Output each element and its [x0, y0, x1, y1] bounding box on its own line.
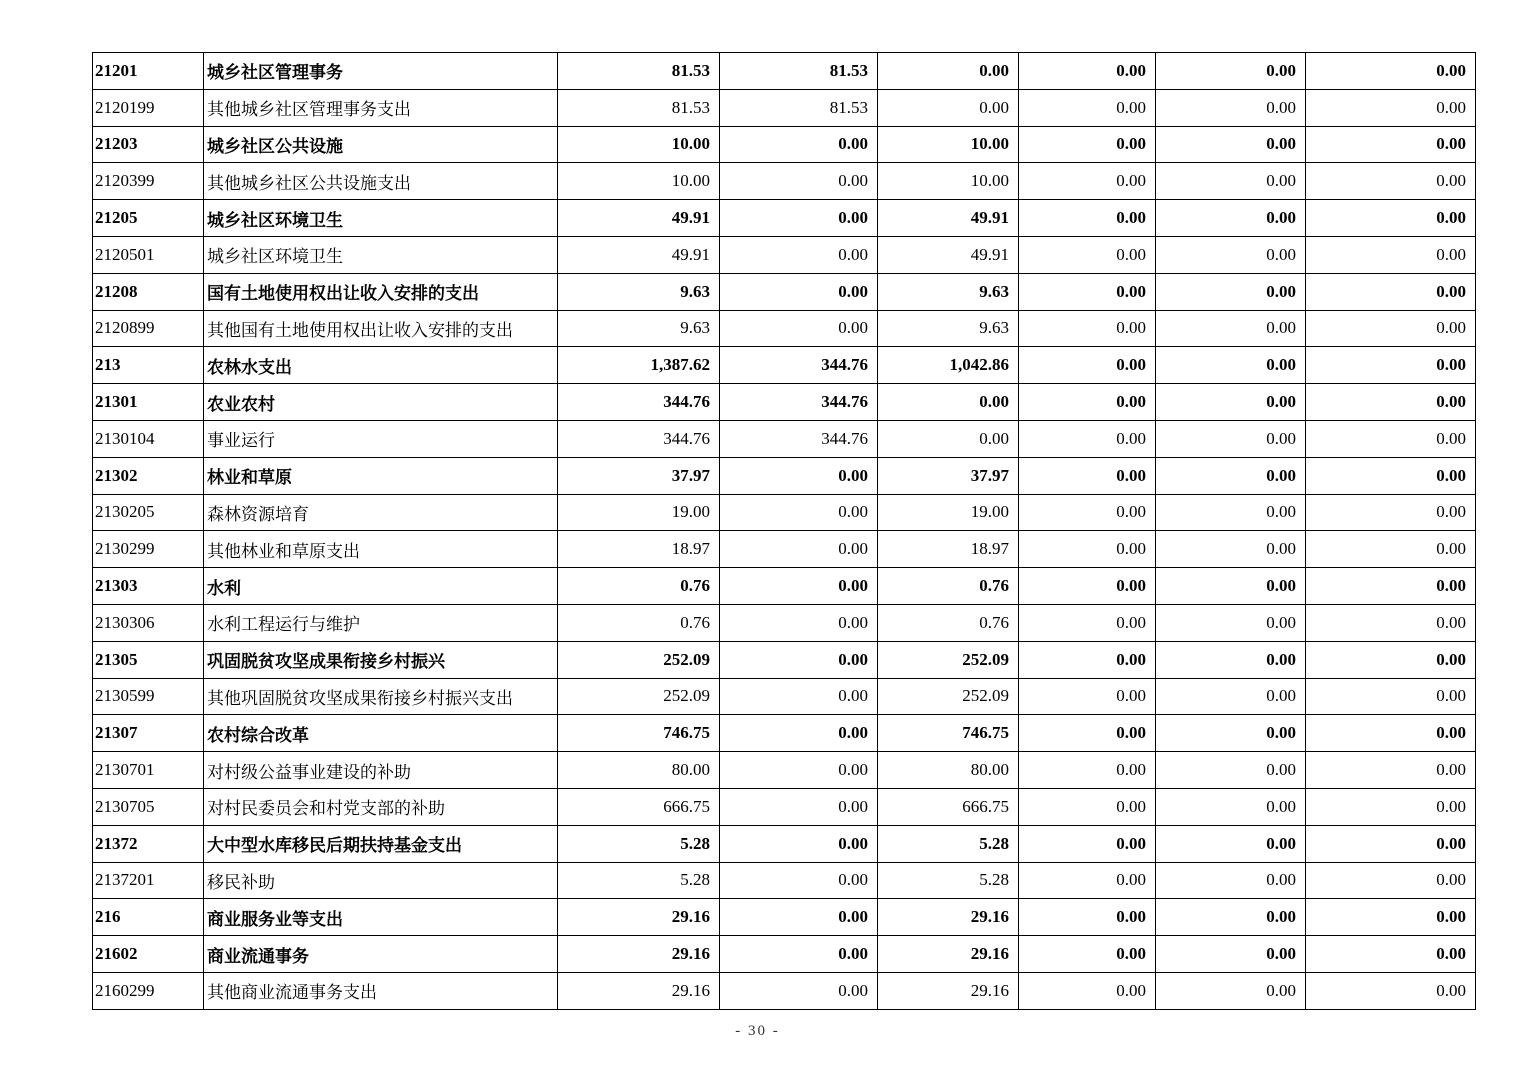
amount-cell: 0.00: [1306, 678, 1476, 715]
table-row: [93, 825, 1476, 862]
amount-cell: 0.00: [1306, 788, 1476, 825]
subject-code-cell: 216: [93, 899, 204, 936]
subject-code-cell: 21305: [93, 641, 204, 678]
table-row: [93, 936, 1476, 973]
amount-cell: 0.00: [878, 89, 1019, 126]
amount-cell: 5.28: [878, 862, 1019, 899]
amount-cell: 0.00: [1306, 641, 1476, 678]
amount-cell: 0.00: [720, 126, 878, 163]
amount-cell: 0.00: [1306, 862, 1476, 899]
subject-code-cell: 2130705: [93, 788, 204, 825]
amount-cell: 0.00: [1306, 972, 1476, 1009]
amount-cell: 0.00: [1156, 678, 1306, 715]
subject-code-cell: 2120899: [93, 310, 204, 347]
table-row: [93, 752, 1476, 789]
amount-cell: 666.75: [558, 788, 720, 825]
amount-cell: 81.53: [720, 89, 878, 126]
amount-cell: 10.00: [878, 126, 1019, 163]
subject-name-cell: 森林资源培育: [204, 494, 558, 531]
amount-cell: 1,387.62: [558, 347, 720, 384]
subject-name-cell: 其他商业流通事务支出: [204, 972, 558, 1009]
amount-cell: 0.00: [720, 899, 878, 936]
amount-cell: 0.00: [1156, 531, 1306, 568]
subject-name-cell: 商业服务业等支出: [204, 899, 558, 936]
amount-cell: 29.16: [878, 899, 1019, 936]
amount-cell: 0.00: [1306, 531, 1476, 568]
subject-code-cell: 21205: [93, 200, 204, 237]
amount-cell: 0.00: [720, 641, 878, 678]
amount-cell: 81.53: [558, 53, 720, 90]
subject-name-cell: 水利工程运行与维护: [204, 604, 558, 641]
subject-name-cell: 其他巩固脱贫攻坚成果衔接乡村振兴支出: [204, 678, 558, 715]
amount-cell: 0.00: [1019, 200, 1156, 237]
subject-name-cell: 其他城乡社区管理事务支出: [204, 89, 558, 126]
table-row: [93, 678, 1476, 715]
amount-cell: 0.00: [1019, 568, 1156, 605]
amount-cell: 0.00: [1156, 788, 1306, 825]
amount-cell: 0.00: [1156, 273, 1306, 310]
amount-cell: 18.97: [878, 531, 1019, 568]
amount-cell: 0.00: [1156, 384, 1306, 421]
amount-cell: 0.00: [1019, 604, 1156, 641]
table-row: [93, 163, 1476, 200]
subject-code-cell: 2130104: [93, 420, 204, 457]
amount-cell: 0.00: [1306, 936, 1476, 973]
amount-cell: 0.00: [1156, 163, 1306, 200]
amount-cell: 0.00: [1156, 126, 1306, 163]
amount-cell: 10.00: [558, 126, 720, 163]
amount-cell: 0.00: [720, 936, 878, 973]
amount-cell: 0.00: [720, 568, 878, 605]
subject-code-cell: 21303: [93, 568, 204, 605]
table-row: [93, 715, 1476, 752]
subject-code-cell: 2130599: [93, 678, 204, 715]
subject-code-cell: 21302: [93, 457, 204, 494]
amount-cell: 9.63: [878, 273, 1019, 310]
table-row: [93, 420, 1476, 457]
amount-cell: 0.00: [1019, 715, 1156, 752]
amount-cell: 0.00: [1019, 236, 1156, 273]
amount-cell: 666.75: [878, 788, 1019, 825]
amount-cell: 10.00: [558, 163, 720, 200]
subject-name-cell: 其他城乡社区公共设施支出: [204, 163, 558, 200]
amount-cell: 0.00: [1156, 200, 1306, 237]
amount-cell: 0.00: [720, 752, 878, 789]
amount-cell: 0.00: [1156, 89, 1306, 126]
amount-cell: 0.00: [1019, 641, 1156, 678]
amount-cell: 0.00: [1019, 899, 1156, 936]
amount-cell: 0.00: [1019, 678, 1156, 715]
amount-cell: 0.00: [1306, 752, 1476, 789]
amount-cell: 0.00: [1156, 862, 1306, 899]
subject-name-cell: 城乡社区公共设施: [204, 126, 558, 163]
amount-cell: 0.00: [1019, 972, 1156, 1009]
subject-name-cell: 城乡社区环境卫生: [204, 236, 558, 273]
amount-cell: 0.00: [1156, 899, 1306, 936]
subject-name-cell: 巩固脱贫攻坚成果衔接乡村振兴: [204, 641, 558, 678]
table-row: [93, 641, 1476, 678]
table-row: [93, 494, 1476, 531]
amount-cell: 0.00: [720, 531, 878, 568]
subject-code-cell: 21301: [93, 384, 204, 421]
subject-code-cell: 2120501: [93, 236, 204, 273]
amount-cell: 0.00: [1019, 825, 1156, 862]
amount-cell: 0.00: [1156, 936, 1306, 973]
amount-cell: 0.00: [720, 788, 878, 825]
amount-cell: 0.00: [1156, 53, 1306, 90]
amount-cell: 0.00: [1306, 163, 1476, 200]
amount-cell: 252.09: [878, 678, 1019, 715]
amount-cell: 29.16: [878, 972, 1019, 1009]
amount-cell: 0.00: [1306, 899, 1476, 936]
table-row: [93, 200, 1476, 237]
subject-name-cell: 大中型水库移民后期扶持基金支出: [204, 825, 558, 862]
amount-cell: 1,042.86: [878, 347, 1019, 384]
amount-cell: 29.16: [878, 936, 1019, 973]
amount-cell: 0.00: [1019, 126, 1156, 163]
amount-cell: 80.00: [878, 752, 1019, 789]
amount-cell: 0.00: [1306, 200, 1476, 237]
amount-cell: 0.00: [1306, 236, 1476, 273]
subject-name-cell: 城乡社区环境卫生: [204, 200, 558, 237]
table-row: [93, 899, 1476, 936]
table-row: [93, 53, 1476, 90]
table-row: [93, 457, 1476, 494]
subject-code-cell: 21602: [93, 936, 204, 973]
amount-cell: 0.00: [720, 273, 878, 310]
subject-name-cell: 其他国有土地使用权出让收入安排的支出: [204, 310, 558, 347]
subject-code-cell: 2130205: [93, 494, 204, 531]
amount-cell: 0.00: [1019, 494, 1156, 531]
amount-cell: 0.00: [1019, 163, 1156, 200]
amount-cell: 252.09: [558, 641, 720, 678]
subject-code-cell: 21307: [93, 715, 204, 752]
amount-cell: 344.76: [558, 384, 720, 421]
amount-cell: 0.00: [1306, 310, 1476, 347]
amount-cell: 0.00: [1019, 788, 1156, 825]
amount-cell: 9.63: [558, 273, 720, 310]
amount-cell: 0.00: [1156, 310, 1306, 347]
amount-cell: 9.63: [558, 310, 720, 347]
table-row: [93, 604, 1476, 641]
table-row: [93, 126, 1476, 163]
amount-cell: 252.09: [558, 678, 720, 715]
amount-cell: 0.00: [1156, 494, 1306, 531]
subject-code-cell: 2130299: [93, 531, 204, 568]
amount-cell: 0.00: [1156, 236, 1306, 273]
amount-cell: 746.75: [558, 715, 720, 752]
amount-cell: 0.76: [558, 568, 720, 605]
amount-cell: 0.00: [1306, 715, 1476, 752]
amount-cell: 0.00: [1019, 752, 1156, 789]
amount-cell: 29.16: [558, 899, 720, 936]
table-row: [93, 788, 1476, 825]
amount-cell: 49.91: [558, 236, 720, 273]
amount-cell: 0.00: [1019, 310, 1156, 347]
table-row: [93, 310, 1476, 347]
amount-cell: 0.00: [1019, 89, 1156, 126]
amount-cell: 0.00: [1306, 457, 1476, 494]
subject-name-cell: 国有土地使用权出让收入安排的支出: [204, 273, 558, 310]
table-row: [93, 236, 1476, 273]
amount-cell: 0.00: [720, 200, 878, 237]
amount-cell: 81.53: [558, 89, 720, 126]
amount-cell: 746.75: [878, 715, 1019, 752]
amount-cell: 37.97: [878, 457, 1019, 494]
amount-cell: 0.00: [1306, 420, 1476, 457]
amount-cell: 37.97: [558, 457, 720, 494]
amount-cell: 0.00: [1306, 89, 1476, 126]
amount-cell: 5.28: [558, 862, 720, 899]
amount-cell: 0.00: [1156, 420, 1306, 457]
table-row: [93, 89, 1476, 126]
amount-cell: 0.00: [1306, 825, 1476, 862]
amount-cell: 0.00: [720, 236, 878, 273]
amount-cell: 0.00: [1156, 457, 1306, 494]
amount-cell: 80.00: [558, 752, 720, 789]
subject-name-cell: 水利: [204, 568, 558, 605]
amount-cell: 0.00: [1156, 604, 1306, 641]
subject-name-cell: 对村级公益事业建设的补助: [204, 752, 558, 789]
amount-cell: 0.00: [720, 972, 878, 1009]
amount-cell: 0.00: [1019, 457, 1156, 494]
subject-code-cell: 213: [93, 347, 204, 384]
amount-cell: 19.00: [878, 494, 1019, 531]
amount-cell: 0.00: [878, 384, 1019, 421]
amount-cell: 19.00: [558, 494, 720, 531]
amount-cell: 49.91: [878, 200, 1019, 237]
amount-cell: 0.00: [720, 715, 878, 752]
amount-cell: 0.00: [720, 163, 878, 200]
table-row: [93, 347, 1476, 384]
amount-cell: 0.76: [878, 568, 1019, 605]
table-row: [93, 384, 1476, 421]
subject-name-cell: 商业流通事务: [204, 936, 558, 973]
amount-cell: 0.00: [1019, 420, 1156, 457]
amount-cell: 49.91: [558, 200, 720, 237]
page-number: - 30 -: [735, 1023, 780, 1039]
table-row: [93, 531, 1476, 568]
amount-cell: 0.00: [1019, 384, 1156, 421]
subject-code-cell: 21201: [93, 53, 204, 90]
table-row: [93, 568, 1476, 605]
budget-table: [92, 52, 1476, 1010]
amount-cell: 0.00: [1156, 752, 1306, 789]
amount-cell: 0.00: [720, 825, 878, 862]
amount-cell: 0.00: [720, 494, 878, 531]
amount-cell: 0.00: [1156, 641, 1306, 678]
amount-cell: 5.28: [558, 825, 720, 862]
amount-cell: 0.00: [1019, 347, 1156, 384]
subject-name-cell: 城乡社区管理事务: [204, 53, 558, 90]
budget-table-page: [92, 52, 1475, 1010]
amount-cell: 344.76: [720, 420, 878, 457]
subject-code-cell: 21203: [93, 126, 204, 163]
amount-cell: 252.09: [878, 641, 1019, 678]
amount-cell: 0.00: [720, 604, 878, 641]
amount-cell: 0.00: [1019, 273, 1156, 310]
amount-cell: 344.76: [720, 347, 878, 384]
amount-cell: 0.76: [878, 604, 1019, 641]
subject-code-cell: 2130306: [93, 604, 204, 641]
subject-name-cell: 农林水支出: [204, 347, 558, 384]
subject-name-cell: 其他林业和草原支出: [204, 531, 558, 568]
amount-cell: 0.00: [878, 420, 1019, 457]
table-row: [93, 273, 1476, 310]
amount-cell: 0.00: [1019, 936, 1156, 973]
amount-cell: 0.00: [720, 678, 878, 715]
amount-cell: 49.91: [878, 236, 1019, 273]
amount-cell: 29.16: [558, 972, 720, 1009]
subject-name-cell: 事业运行: [204, 420, 558, 457]
amount-cell: 0.00: [1306, 126, 1476, 163]
amount-cell: 0.00: [1019, 53, 1156, 90]
subject-name-cell: 农业农村: [204, 384, 558, 421]
amount-cell: 0.00: [1306, 53, 1476, 90]
subject-name-cell: 农村综合改革: [204, 715, 558, 752]
amount-cell: 0.00: [1306, 273, 1476, 310]
amount-cell: 0.00: [1156, 347, 1306, 384]
amount-cell: 0.00: [1306, 347, 1476, 384]
subject-code-cell: 2130701: [93, 752, 204, 789]
amount-cell: 0.00: [1306, 568, 1476, 605]
amount-cell: 18.97: [558, 531, 720, 568]
amount-cell: 0.00: [1156, 972, 1306, 1009]
subject-code-cell: 2120199: [93, 89, 204, 126]
table-body: [93, 53, 1476, 1010]
amount-cell: 0.00: [1306, 604, 1476, 641]
subject-code-cell: 2120399: [93, 163, 204, 200]
amount-cell: 0.00: [1156, 568, 1306, 605]
subject-name-cell: 移民补助: [204, 862, 558, 899]
amount-cell: 0.00: [1156, 825, 1306, 862]
amount-cell: 0.00: [1019, 862, 1156, 899]
amount-cell: 0.00: [720, 310, 878, 347]
subject-code-cell: 2160299: [93, 972, 204, 1009]
subject-code-cell: 21208: [93, 273, 204, 310]
amount-cell: 0.00: [1306, 384, 1476, 421]
table-row: [93, 862, 1476, 899]
subject-name-cell: 对村民委员会和村党支部的补助: [204, 788, 558, 825]
amount-cell: 81.53: [720, 53, 878, 90]
amount-cell: 0.00: [720, 862, 878, 899]
amount-cell: 9.63: [878, 310, 1019, 347]
amount-cell: 344.76: [558, 420, 720, 457]
amount-cell: 5.28: [878, 825, 1019, 862]
amount-cell: 10.00: [878, 163, 1019, 200]
subject-code-cell: 21372: [93, 825, 204, 862]
amount-cell: 0.76: [558, 604, 720, 641]
table-row: [93, 972, 1476, 1009]
amount-cell: 0.00: [878, 53, 1019, 90]
subject-name-cell: 林业和草原: [204, 457, 558, 494]
amount-cell: 0.00: [720, 457, 878, 494]
subject-code-cell: 2137201: [93, 862, 204, 899]
amount-cell: 0.00: [1306, 494, 1476, 531]
amount-cell: 344.76: [720, 384, 878, 421]
amount-cell: 29.16: [558, 936, 720, 973]
amount-cell: 0.00: [1156, 715, 1306, 752]
amount-cell: 0.00: [1019, 531, 1156, 568]
